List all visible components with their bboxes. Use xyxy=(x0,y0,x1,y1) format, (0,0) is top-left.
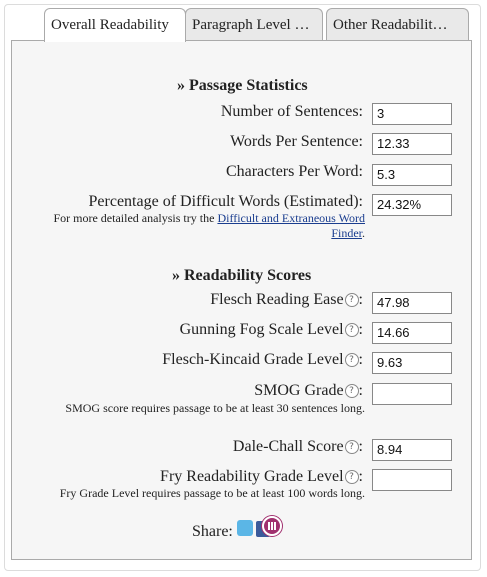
note-suffix: . xyxy=(362,226,365,240)
smog-grade-label xyxy=(254,382,363,400)
colon: : xyxy=(358,438,363,455)
smog-grade-field[interactable] xyxy=(372,383,452,405)
difficult-words-label: Percentage of Difficult Words (Estimated): xyxy=(88,193,363,210)
difficult-words-note xyxy=(45,211,365,241)
characters-per-word-label: Characters Per Word: xyxy=(225,163,363,180)
help-icon[interactable]: ? xyxy=(345,323,359,337)
tab-paragraph-level[interactable]: Paragraph Level … xyxy=(185,8,323,41)
gunning-fog-field[interactable]: 14.66 xyxy=(372,322,452,344)
word-finder-link[interactable]: Difficult and Extraneous Word Finder xyxy=(217,211,365,240)
colon: : xyxy=(358,468,363,485)
fog-label-text: Gunning Fog Scale Level xyxy=(179,321,344,338)
share-badge-icon[interactable] xyxy=(262,516,282,536)
fry-grade-field[interactable] xyxy=(372,469,452,491)
flesch-kincaid-label xyxy=(162,351,363,369)
dale-chall-field[interactable]: 8.94 xyxy=(372,439,452,461)
words-per-sentence-label: Words Per Sentence: xyxy=(230,133,363,150)
gunning-fog-label xyxy=(180,321,363,339)
colon: : xyxy=(358,351,363,368)
dale-chall-label xyxy=(233,438,363,456)
readability-scores-heading: » Readability Scores xyxy=(172,267,312,284)
flesch-reading-ease-field[interactable]: 47.98 xyxy=(372,292,452,314)
help-icon[interactable]: ? xyxy=(345,293,359,307)
note-prefix: For more detailed analysis try the xyxy=(53,211,218,225)
tab-overall-readability[interactable]: Overall Readability xyxy=(44,8,186,42)
help-icon[interactable]: ? xyxy=(345,353,359,367)
share-label: Share: xyxy=(192,523,233,540)
smog-label-text: SMOG Grade xyxy=(254,382,344,399)
flesch-reading-ease-label xyxy=(210,291,363,309)
help-icon[interactable]: ? xyxy=(345,440,359,454)
help-icon[interactable]: ? xyxy=(345,384,359,398)
fry-label-text: Fry Readability Grade Level xyxy=(160,468,344,485)
colon: : xyxy=(358,382,363,399)
sentences-field[interactable]: 3 xyxy=(372,103,452,125)
tab-other-readability[interactable]: Other Readabilit… xyxy=(326,8,469,41)
twitter-icon[interactable] xyxy=(237,520,253,536)
colon: : xyxy=(358,291,363,308)
fry-note: Fry Grade Level requires passage to be at least 100 words long. xyxy=(59,486,365,500)
flesch-kincaid-field[interactable]: 9.63 xyxy=(372,352,452,374)
flesch-label-text: Flesch Reading Ease xyxy=(210,291,344,308)
colon: : xyxy=(358,321,363,338)
words-per-sentence-field[interactable]: 12.33 xyxy=(372,133,452,155)
fry-grade-label xyxy=(160,468,363,486)
smog-note: SMOG score requires passage to be at least 30 sentences long. xyxy=(65,401,365,415)
sentences-label: Number of Sentences: xyxy=(220,103,363,120)
passage-statistics-heading: » Passage Statistics xyxy=(177,77,308,94)
fk-label-text: Flesch-Kincaid Grade Level xyxy=(162,351,344,368)
help-icon[interactable]: ? xyxy=(345,470,359,484)
characters-per-word-field[interactable]: 5.3 xyxy=(372,164,452,186)
difficult-words-field[interactable]: 24.32% xyxy=(372,194,452,216)
dale-label-text: Dale-Chall Score xyxy=(232,438,344,455)
